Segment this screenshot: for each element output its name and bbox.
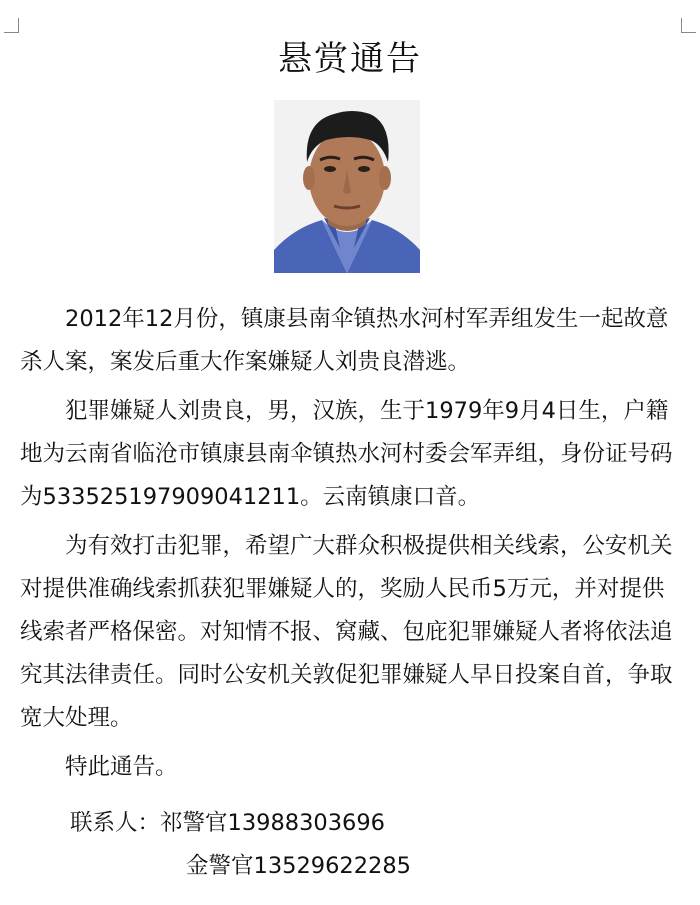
paragraph-case: 2012年12月份，镇康县南伞镇热水河村军弄组发生一起故意杀人案，案发后重大作案嫌疑人刘贵良潜逃。 <box>20 306 669 375</box>
notice-title: 悬赏通告 <box>278 39 422 79</box>
suspect-portrait-icon <box>274 100 420 273</box>
page-corner-mark-right <box>681 18 696 33</box>
paragraph-closing: 特此通告。 <box>65 754 178 780</box>
contact-officer-jin: 金警官13529622285 <box>186 853 411 879</box>
notice-body <box>20 298 684 795</box>
page-corner-mark-left <box>4 18 19 33</box>
contact-label: 联系人： <box>70 810 161 836</box>
paragraph-suspect-info: 犯罪嫌疑人刘贵良，男，汉族，生于1979年9月4日生，户籍地为云南省临沧市镇康县南伞镇热水河村委会军弄组，身份证号码为533525197909041211。云南镇康口音。 <box>20 398 673 510</box>
paragraph-reward: 为有效打击犯罪，希望广大群众积极提供相关线索，公安机关对提供准确线索抓获犯罪嫌疑人的，奖励人民币5万元，并对提供线索者严格保密。对知情不报、窝藏、包庇犯罪嫌疑人者将依法追究其法律责任。同时公安机关敦促犯罪嫌疑人早日投案自首，争取宽大处理。 <box>20 533 673 731</box>
contact-line-1 <box>70 802 385 845</box>
contact-officer-qi: 祁警官13988303696 <box>160 810 385 836</box>
contact-line-2 <box>186 845 411 888</box>
suspect-photo <box>274 100 420 273</box>
